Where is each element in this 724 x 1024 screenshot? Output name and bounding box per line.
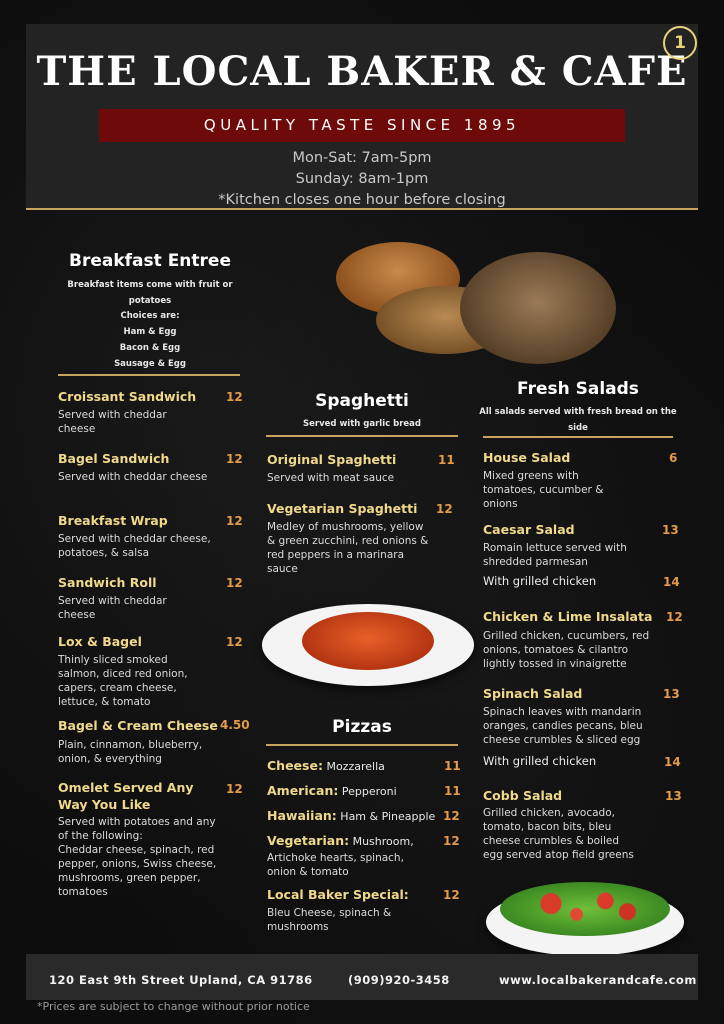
spaghetti-plate-image — [262, 604, 474, 686]
item-desc: tomatoes, cucumber & — [483, 484, 604, 496]
item-desc: mushrooms — [267, 921, 329, 933]
price-disclaimer: *Prices are subject to change without prior notice — [37, 1000, 310, 1013]
item-desc: Served with cheddar — [58, 595, 167, 607]
item-desc: Spinach leaves with mandarin — [483, 706, 642, 718]
item-desc: Served with cheddar cheese, — [58, 533, 211, 545]
item-desc: Romain lettuce served with — [483, 542, 627, 554]
item-price: 6 — [669, 451, 678, 465]
addon-label: With grilled chicken — [483, 574, 597, 588]
item-desc: Served with cheddar — [58, 409, 167, 421]
salads-note-2: side — [568, 423, 588, 433]
item-price: 13 — [665, 789, 682, 803]
item-desc: onion & tomato — [267, 866, 349, 878]
item-price: 13 — [662, 523, 679, 537]
item-name: Original Spaghetti — [267, 452, 397, 467]
item-desc: salmon, diced red onion, — [58, 668, 188, 680]
item-desc: oranges, candies pecans, bleu — [483, 720, 643, 732]
item-desc: Cheddar cheese, spinach, red — [58, 844, 215, 856]
item-desc: Mixed greens with — [483, 470, 579, 482]
item-price: 12 — [226, 390, 243, 404]
item-price: 12 — [226, 576, 243, 590]
menu-title: THE LOCAL BAKER & CAFE — [36, 48, 688, 95]
pizza-name: Vegetarian: — [267, 833, 350, 848]
item-price: 12 — [443, 809, 460, 823]
pizza-topping: Mushroom, — [349, 835, 414, 848]
pizza-topping: Mozzarella — [322, 760, 385, 773]
choice-item: Sausage & Egg — [114, 359, 186, 369]
salad-bowl-image — [486, 888, 684, 956]
pizza-item — [267, 783, 397, 798]
addon-label: With grilled chicken — [483, 754, 597, 768]
salads-title: Fresh Salads — [517, 379, 639, 399]
item-name: Cobb Salad — [483, 788, 563, 803]
item-price: 11 — [438, 453, 455, 467]
item-desc: lettuce, & tomato — [58, 696, 151, 708]
pizza-name: Hawaiian: — [267, 808, 337, 823]
item-desc: sauce — [267, 563, 298, 575]
breakfast-note-2: potatoes — [128, 296, 172, 306]
item-desc: onions, tomatoes & cilantro — [483, 644, 629, 656]
pizza-item — [267, 833, 414, 848]
pizza-name: Cheese: — [267, 758, 323, 773]
section-divider — [483, 436, 673, 438]
item-desc: Served with cheddar cheese — [58, 471, 208, 483]
item-desc: pepper, onions, Swiss cheese, — [58, 858, 217, 870]
bagels-image — [330, 238, 620, 368]
addon-price: 14 — [663, 575, 680, 589]
salad-greens — [500, 882, 670, 936]
item-price: 13 — [663, 687, 680, 701]
item-desc: mushrooms, green pepper, — [58, 872, 201, 884]
item-desc: Served with meat sauce — [267, 472, 395, 484]
spaghetti-note: Served with garlic bread — [303, 419, 421, 429]
pizza-topping: Ham & Pineapple — [336, 810, 436, 823]
choices-label: Choices are: — [120, 311, 180, 321]
item-desc: Grilled chicken, avocado, — [483, 807, 615, 819]
item-name: Caesar Salad — [483, 522, 575, 537]
item-desc: tomato, bacon bits, bleu — [483, 821, 612, 833]
breakfast-title: Breakfast Entree — [69, 251, 231, 271]
item-desc: potatoes, & salsa — [58, 547, 150, 559]
choice-item: Ham & Egg — [123, 327, 177, 337]
item-price: 12 — [226, 782, 243, 796]
item-name: Breakfast Wrap — [58, 513, 168, 528]
pizza-item — [267, 808, 435, 823]
item-desc: of the following: — [58, 830, 143, 842]
item-desc: egg served atop field greens — [483, 849, 634, 861]
item-desc: Grilled chicken, cucumbers, red — [483, 630, 650, 642]
item-desc: cheese crumbles & boiled — [483, 835, 620, 847]
item-desc: Served with potatoes and any — [58, 816, 216, 828]
pizza-item — [267, 758, 385, 773]
item-desc: tomatoes — [58, 886, 108, 898]
kitchen-note: *Kitchen closes one hour before closing — [218, 192, 506, 208]
salads-note-1: All salads served with fresh bread on the — [479, 407, 677, 417]
item-price: 12 — [443, 888, 460, 902]
item-name: Sandwich Roll — [58, 575, 157, 590]
section-divider — [266, 744, 458, 746]
item-name: Lox & Bagel — [58, 634, 142, 649]
item-desc: Thinly sliced smoked — [58, 654, 168, 666]
footer-address: 120 East 9th Street Upland, CA 91786 — [49, 973, 313, 987]
pizzas-title: Pizzas — [332, 717, 392, 737]
item-name: Way You Like — [58, 797, 151, 812]
tagline-banner: QUALITY TASTE SINCE 1895 — [99, 109, 625, 142]
footer-phone: (909)920-3458 — [348, 973, 450, 987]
item-price: 11 — [444, 759, 461, 773]
item-price: 12 — [226, 635, 243, 649]
item-desc: lightly tossed in vinaigrette — [483, 658, 627, 670]
breakfast-note-1: Breakfast items come with fruit or — [67, 280, 233, 290]
item-desc: & green zucchini, red onions & — [267, 535, 429, 547]
choice-item: Bacon & Egg — [119, 343, 181, 353]
item-price: 4.50 — [220, 718, 250, 732]
addon-price: 14 — [664, 755, 681, 769]
item-desc: red peppers in a marinara — [267, 549, 405, 561]
spaghetti-pasta — [302, 612, 434, 670]
item-desc: Bleu Cheese, spinach & — [267, 907, 392, 919]
pizza-topping: Pepperoni — [338, 785, 397, 798]
item-name: Bagel Sandwich — [58, 451, 170, 466]
page-number-badge: 1 — [663, 26, 697, 60]
item-name: Bagel & Cream Cheese — [58, 718, 218, 733]
item-price: 11 — [444, 784, 461, 798]
item-desc: Artichoke hearts, spinach, — [267, 852, 404, 864]
item-name: Croissant Sandwich — [58, 389, 197, 404]
spaghetti-title: Spaghetti — [315, 391, 409, 411]
item-desc: cheese — [58, 423, 96, 435]
item-price: 12 — [436, 502, 453, 516]
item-name: Spinach Salad — [483, 686, 583, 701]
bagel-seeded — [460, 252, 616, 364]
section-divider — [266, 435, 458, 437]
item-price: 12 — [226, 452, 243, 466]
item-price: 12 — [443, 834, 460, 848]
footer-website[interactable]: www.localbakerandcafe.com — [499, 973, 697, 987]
item-desc: Medley of mushrooms, yellow — [267, 521, 424, 533]
item-desc: cheese — [58, 609, 96, 621]
item-name: Omelet Served Any — [58, 780, 194, 795]
item-price: 12 — [226, 514, 243, 528]
section-divider — [58, 374, 240, 376]
item-name: House Salad — [483, 450, 571, 465]
item-desc: capers, cream cheese, — [58, 682, 177, 694]
item-name: Vegetarian Spaghetti — [267, 501, 418, 516]
pizza-name: Local Baker Special: — [267, 887, 409, 902]
pizza-name: American: — [267, 783, 339, 798]
hours-sunday: Sunday: 8am-1pm — [295, 171, 429, 187]
item-name: Chicken & Lime Insalata — [483, 609, 653, 624]
item-desc: shredded parmesan — [483, 556, 588, 568]
item-desc: cheese crumbles & sliced egg — [483, 734, 641, 746]
item-desc: Plain, cinnamon, blueberry, — [58, 739, 203, 751]
item-desc: onion, & everything — [58, 753, 162, 765]
item-price: 12 — [666, 610, 683, 624]
item-desc: onions — [483, 498, 518, 510]
hours-weekday: Mon-Sat: 7am-5pm — [292, 150, 432, 166]
